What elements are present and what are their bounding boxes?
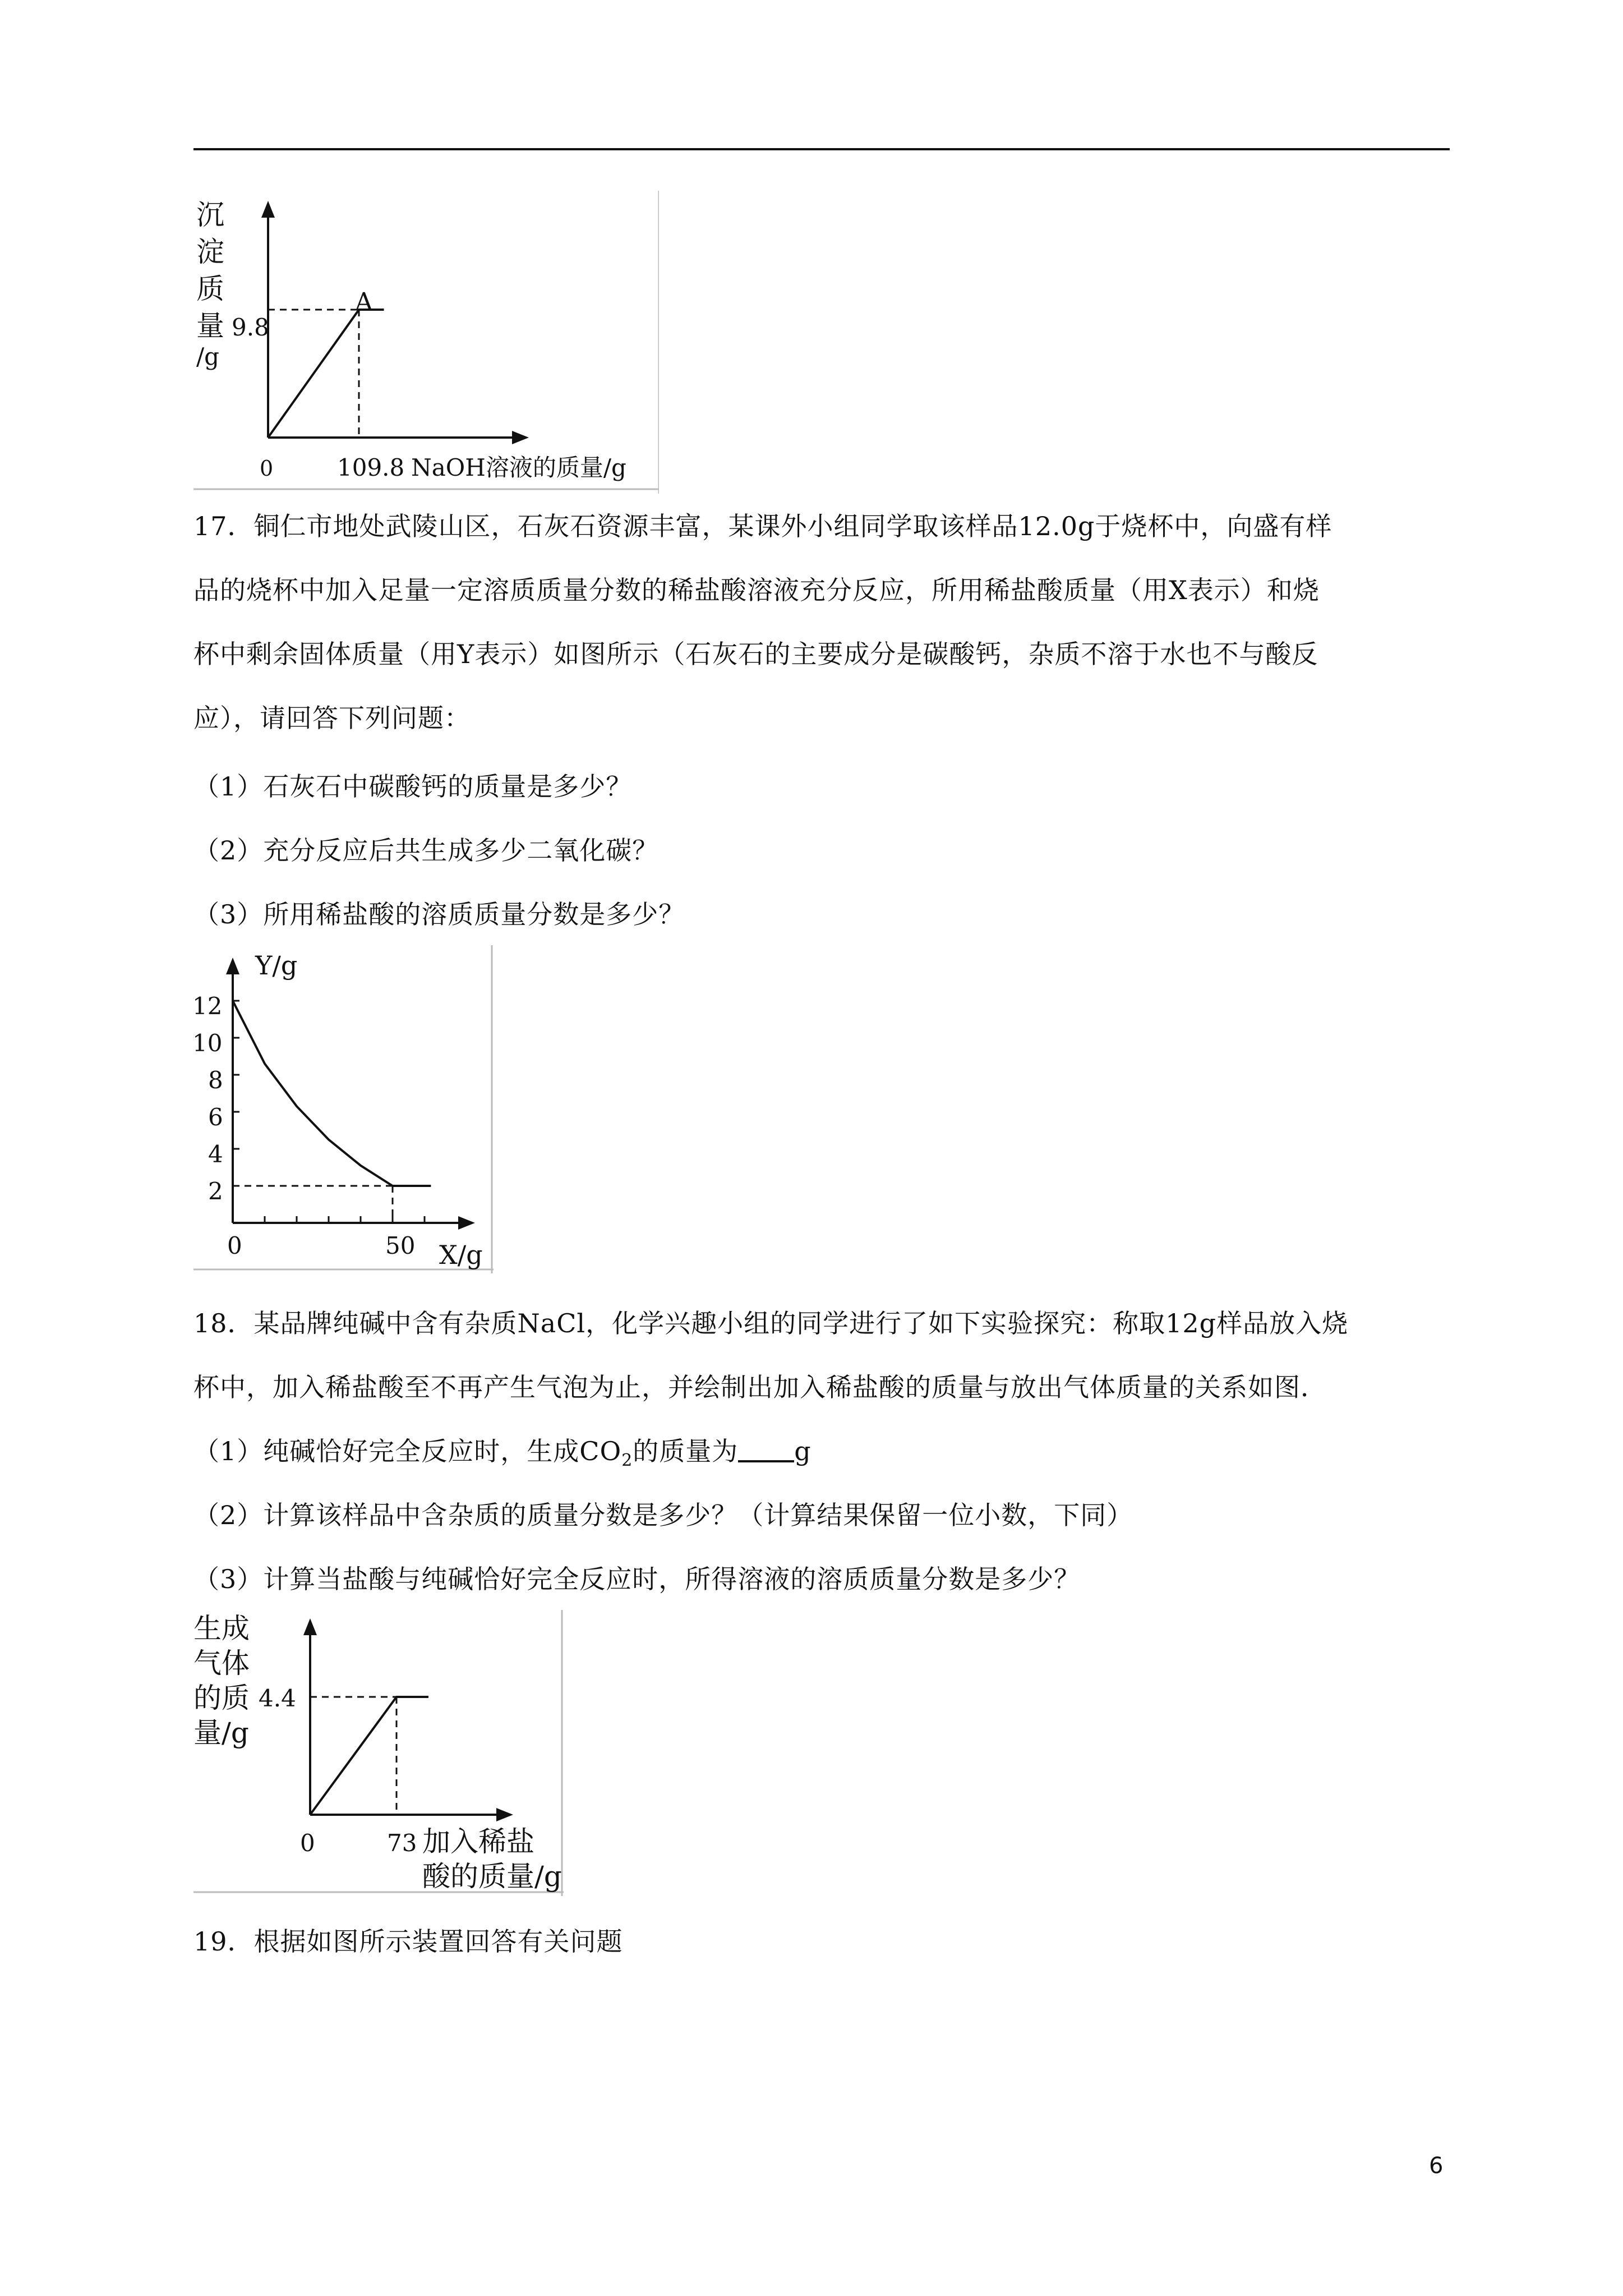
y-value-label: 4.4 [259,1685,296,1712]
origin-label: 0 [300,1829,315,1857]
y-value-label: 9.8 [232,314,269,341]
q17-line-1: 铜仁市地处武陵山区，石灰石资源丰富，某课外小组同学取该样品12.0g于烧杯中，向盛有样 [253,511,1332,541]
y-tick-label-4: 4 [208,1140,223,1168]
x-value-label: 73 [387,1829,417,1857]
q19-line [193,1921,623,1958]
figure-residue-chart [193,945,494,1273]
gas-line [310,1697,428,1815]
x-axis-label: X/g [439,1240,483,1270]
y-label-char-1: 沉 [196,199,224,231]
q17-sub-2: （2）充分反应后共生成多少二氧化碳？ [193,835,659,866]
q18-line-1-text: 某品牌纯碱中含有杂质NaCl，化学兴趣小组的同学进行了如下实验探究：称取12g样品放入烧 [253,1308,1349,1338]
q18-number: 18． [193,1308,254,1338]
y-axis-arrow [226,958,239,974]
y-tick-label-10: 10 [193,1029,223,1057]
x-axis-arrow [512,431,529,444]
figure-gas-chart [193,1610,564,1896]
q18-sub-1 [193,1431,811,1470]
q18-sub-3: （3）计算当盐酸与纯碱恰好完全反应时，所得溶液的溶质质量分数是多少？ [193,1564,1081,1594]
q17-sub-3: （3）所用稀盐酸的溶质质量分数是多少？ [193,899,685,930]
q19-text: 根据如图所示装置回答有关问题 [253,1926,623,1957]
q18-line-1 [193,1303,1348,1340]
q17-number: 17． [193,511,254,541]
residue-curve [233,1001,431,1186]
q18-sub-1-text-2: 的质量为 [633,1436,739,1466]
precipitate-line [268,310,384,438]
y-label-char-2: 淀 [196,236,224,268]
y-tick-label-12: 12 [193,992,223,1020]
y-label-line-1: 生成 [193,1612,250,1645]
q19-number: 19． [193,1926,254,1957]
y-tick-label-6: 6 [208,1103,223,1131]
header-rule [193,148,1450,150]
figure-precipitate-chart [193,191,659,494]
q17-line-4: 应），请回答下列问题： [193,703,471,733]
page-number: 6 [1429,2153,1444,2179]
q17-sub-1: （1）石灰石中碳酸钙的质量是多少？ [193,771,633,802]
y-label-line-2: 气体 [193,1647,250,1680]
q18-sub-2: （2）计算该样品中含杂质的质量分数是多少？（计算结果保留一位小数，下同） [193,1500,1133,1530]
y-unit: /g [196,343,220,370]
q18-line-2: 杯中，加入稀盐酸至不再产生气泡为止，并绘制出加入稀盐酸的质量与放出气体质量的关系如图． [193,1372,1327,1402]
y-label-char-4: 量 [196,310,224,342]
x-value-label: 109.8 [337,454,405,481]
answer-blank[interactable] [738,1438,794,1462]
x-value-label: 50 [385,1232,416,1259]
q17-text [193,510,1450,766]
q18-sub-1-text: （1）纯碱恰好完全反应时，生成CO [193,1436,622,1466]
y-axis-arrow [261,201,275,218]
y-tick-label-2: 2 [208,1177,223,1205]
q17-line-2: 品的烧杯中加入足量一定溶质质量分数的稀盐酸溶液充分反应，所用稀盐酸质量（用X表示）和烧 [193,575,1320,605]
y-axis-arrow [303,1618,317,1635]
point-a-label: A [355,288,373,316]
y-axis-label: Y/g [255,950,298,981]
origin-label: 0 [227,1232,242,1259]
y-label-line-4: 量/g [193,1717,249,1749]
co2-subscript: 2 [621,1451,633,1471]
y-tick-label-8: 8 [208,1066,223,1094]
q17-line-3: 杯中剩余固体质量（用Y表示）如图所示（石灰石的主要成分是碳酸钙，杂质不溶于水也不与酸反 [193,639,1318,669]
x-label-line-2: 酸的质量/g [422,1860,562,1893]
y-label-line-3: 的质 [193,1682,250,1714]
origin-label: 0 [260,456,274,481]
x-axis-arrow [458,1216,475,1230]
x-axis-arrow [496,1808,513,1821]
q18-sub-1-unit: g [794,1436,811,1466]
x-axis-label: NaOH溶液的质量/g [411,454,626,481]
y-label-char-3: 质 [196,273,224,305]
x-label-line-1: 加入稀盐 [422,1825,534,1858]
